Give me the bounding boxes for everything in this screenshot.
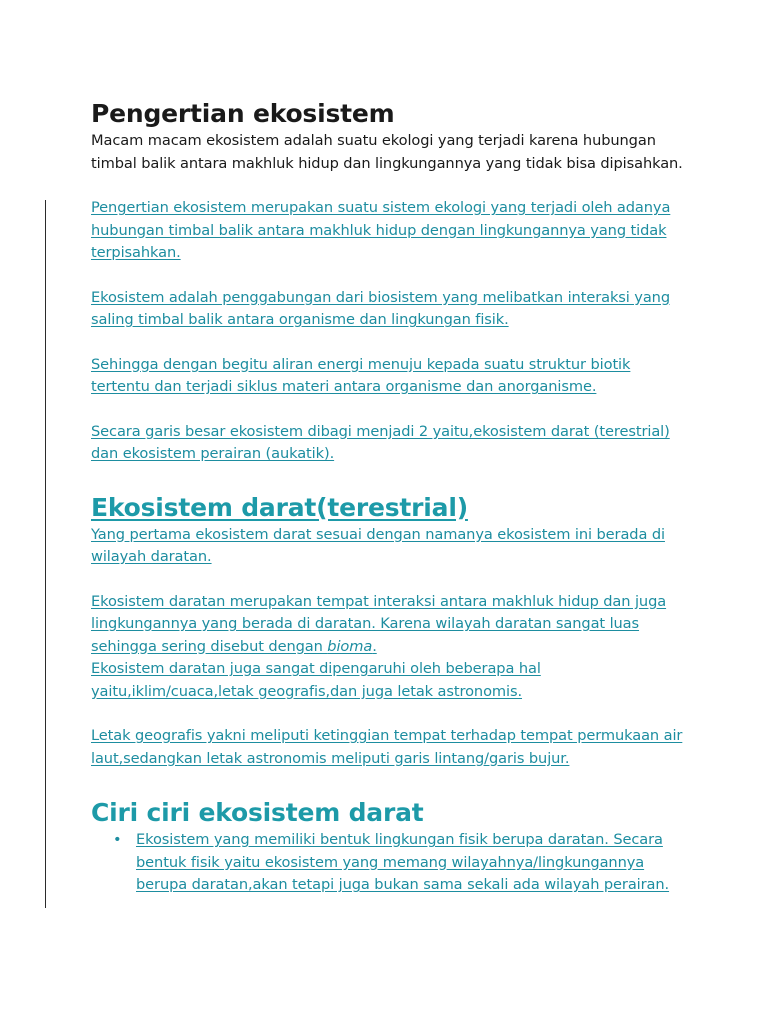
darat-link-2[interactable] xyxy=(91,591,691,659)
spacer xyxy=(91,175,691,197)
spacer xyxy=(91,569,691,591)
spacer xyxy=(91,466,691,492)
list-item-text: Ekosistem yang memiliki bentuk lingkungan fisik berupa daratan. Secara bentuk fisik yaitu ekosistem yang memang wilayahnya/lingkungannya berupa daratan,akan tetapi juga bukan sama sekali ada wilayah perairan. xyxy=(136,831,670,893)
page-title: Pengertian ekosistem xyxy=(91,99,395,128)
definition-link-3[interactable]: Sehingga dengan begitu aliran energi menuju kepada suatu struktur biotik tertentu dan terjadi siklus materi antara organisme dan anorganisme. xyxy=(91,355,631,395)
document-page xyxy=(91,98,691,897)
margin-change-bar xyxy=(45,200,46,908)
spacer xyxy=(91,399,691,421)
list-item[interactable] xyxy=(91,829,691,897)
darat-link-4[interactable]: Letak geografis yakni meliputi ketinggian tempat terhadap tempat permukaan air laut,sedangkan letak astronomis meliputi garis lintang/garis bujur. xyxy=(91,727,683,767)
intro-paragraph: Macam macam ekosistem adalah suatu ekologi yang terjadi karena hubungan timbal balik antara makhluk hidup dan lingkungannya yang tidak bisa dipisahkan. xyxy=(91,132,683,172)
bullet-icon: • xyxy=(113,831,122,848)
spacer xyxy=(91,703,691,725)
heading-ciri-ciri: Ciri ciri ekosistem darat xyxy=(91,798,424,827)
definition-link-2[interactable]: Ekosistem adalah penggabungan dari biosistem yang melibatkan interaksi yang saling timbal balik antara organisme dan lingkungan fisik. xyxy=(91,288,670,328)
definition-link-4[interactable]: Secara garis besar ekosistem dibagi menjadi 2 yaitu,ekosistem darat (terestrial) dan ekosistem perairan (aukatik). xyxy=(91,422,670,462)
ciri-list xyxy=(91,829,691,897)
darat-link-2-end: . xyxy=(372,637,377,655)
bioma-term: bioma xyxy=(327,637,373,655)
spacer xyxy=(91,332,691,354)
heading-ekosistem-darat[interactable]: Ekosistem darat(terestrial) xyxy=(91,492,468,522)
darat-link-3[interactable]: Ekosistem daratan juga sangat dipengaruhi oleh beberapa hal yaitu,iklim/cuaca,letak geografis,dan juga letak astronomis. xyxy=(91,660,541,700)
darat-link-1[interactable]: Yang pertama ekosistem darat sesuai dengan namanya ekosistem ini berada di wilayah daratan. xyxy=(91,525,665,565)
darat-link-2-text: Ekosistem daratan merupakan tempat interaksi antara makhluk hidup dan juga lingkungannya yang berada di daratan. Karena wilayah daratan sangat luas sehingga sering disebut dengan xyxy=(91,592,667,655)
spacer xyxy=(91,770,691,797)
spacer xyxy=(91,265,691,287)
definition-link-1[interactable]: Pengertian ekosistem merupakan suatu sistem ekologi yang terjadi oleh adanya hubungan timbal balik antara makhluk hidup dengan lingkungannya yang tidak terpisahkan. xyxy=(91,199,671,261)
